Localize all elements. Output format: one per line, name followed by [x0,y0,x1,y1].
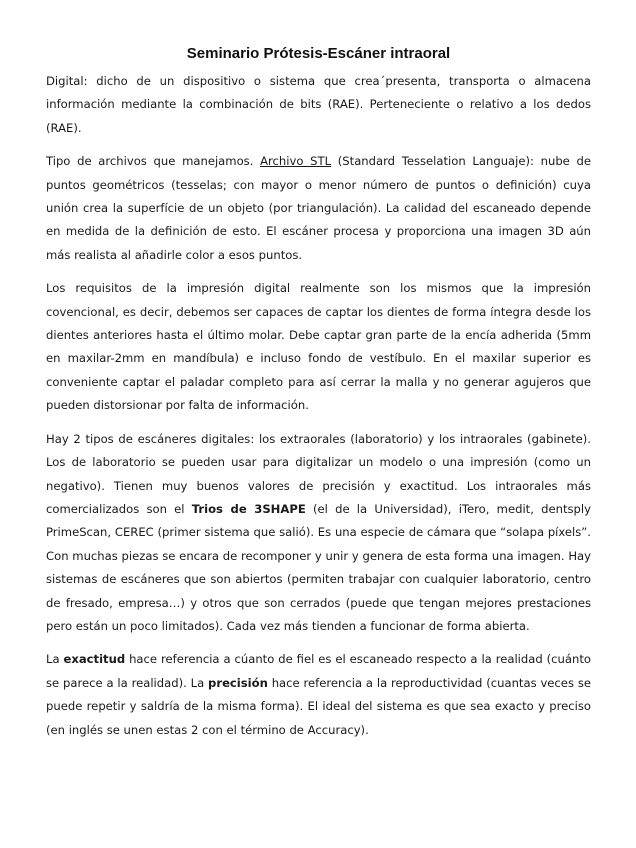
paragraph-text: (el de la Universidad), iTero, medit, dentsply PrimeScan, CEREC (primer sistema que salió). Es una especie de cámara que “solapa píxels”. Con muchas piezas se encara de recomponer y unir y genera de esta forma una imagen. Hay sistemas de escáneres que son abiertos (permiten trabajar con cualquier laboratorio, centro de fresado, empresa…) y otros que son cerrados (puede que tengan mejores prestaciones pero están un poco limitados). Cada vez más tienden a funcionar de forma abierta. [46,501,592,633]
paragraph-digital-definition [46,70,591,140]
archivo-stl-link[interactable]: Archivo STL [260,154,332,169]
paragraph-text: hace referencia a cúanto de fiel es el escaneado respecto a la realidad (cuánto se parece a la realidad). La [46,652,591,690]
paragraph-text: hace referencia a la reproductividad (cuantas veces se puede repetir y saldría de la misma forma). El ideal del sistema es que sea exacto y preciso (en inglés se unen estas 2 con el término de Accuracy). [46,675,591,737]
page-title: Seminario Prótesis-Escáner intraoral [186,45,451,62]
paragraph-scanner-types [46,428,591,639]
paragraph-text: Hay 2 tipos de escáneres digitales: los extraorales (laboratorio) y los intraorales (gabinete). Los de laboratorio se pueden usar para digitalizar un modelo o una impresión (como un negativo). Tienen muy buenos valores de precisión y exactitud. Los intraorales más comercializados son el [46,431,591,516]
paragraph-text: La [46,652,64,667]
paragraph-requirements [46,277,591,417]
paragraph-text: Tipo de archivos que manejamos. [46,154,261,169]
bold-exactitud: exactitud [63,652,126,667]
bold-precision: precisión [208,675,268,690]
bold-trios-3shape: Trios de 3SHAPE [191,501,306,516]
paragraph-text: Los requisitos de la impresión digital realmente son los mismos que la impresión covencional, es decir, debemos ser capaces de captar los dientes de forma íntegra desde los dientes anteriores hasta el último molar. Debe captar gran parte de la encía adherida (5mm en maxilar-2mm en mandíbula) e incluso fondo de vestíbulo. En el maxilar superior es conveniente captar el paladar completo para así cerrar la malla y no generar agujeros que pueden distorsionar por falta de información. [46,281,591,413]
paragraph-text: Digital: dicho de un dispositivo o sistema que crea´presenta, transporta o almacena información mediante la combinación de bits (RAE). Perteneciente o relativo a los dedos (RAE). [46,74,591,135]
paragraph-text: (Standard Tesselation Languaje): nube de puntos geométricos (tesselas; con mayor o menor número de puntos o definición) cuya unión crea la superfície de un objeto (por triangulación). La calidad del escaneado depende en medida de la definición de esto. El escáner procesa y proporciona una imagen 3D aún más realista al añadirle color a esos puntos. [46,154,592,262]
paragraph-accuracy [46,648,591,742]
document-page [46,44,591,752]
paragraph-stl-files [46,150,591,267]
